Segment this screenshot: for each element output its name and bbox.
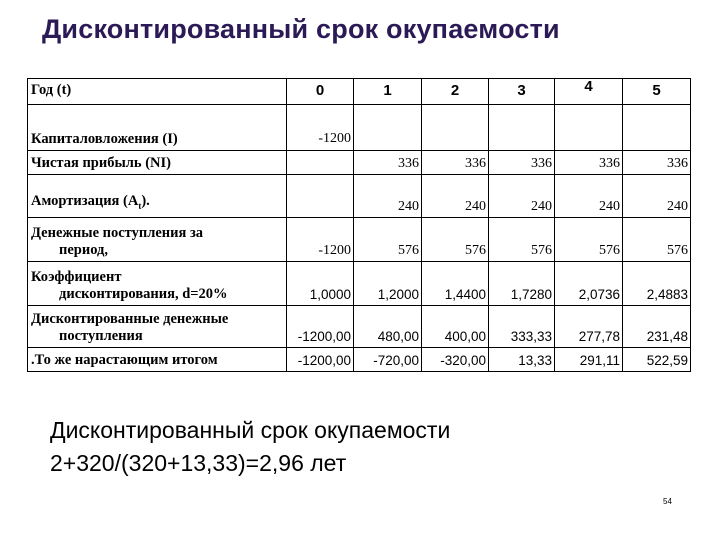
table-cell: -1200 [287, 218, 354, 262]
year-cell: 5 [623, 79, 691, 105]
row-label-end: ). [141, 193, 150, 210]
table-cell: 277,78 [555, 306, 623, 348]
table-cell: 333,33 [489, 306, 555, 348]
table-cell: 13,33 [489, 348, 555, 372]
year-cell: 3 [489, 79, 555, 105]
table-cell: 336 [489, 151, 555, 175]
table-cell: 240 [489, 175, 555, 218]
table-cell: 336 [555, 151, 623, 175]
row-label: Чистая прибыль (NI) [28, 151, 287, 175]
table-cell [623, 105, 691, 151]
year-cell: 1 [354, 79, 422, 105]
table-cell: 336 [422, 151, 489, 175]
table-cell: -720,00 [354, 348, 422, 372]
table-cell: -320,00 [422, 348, 489, 372]
table-cell: 240 [422, 175, 489, 218]
page-title: Дисконтированный срок окупаемости [42, 14, 560, 44]
row-label [28, 175, 287, 218]
table-cell: -1200,00 [287, 348, 354, 372]
table-row [28, 348, 691, 372]
row-label-main: Амортизация (A [31, 193, 139, 210]
row-label-line1: Коэффициент [31, 269, 122, 285]
row-label: .То же нарастающим итогом [28, 348, 287, 372]
table-cell [422, 105, 489, 151]
table-cell: 1,4400 [422, 262, 489, 306]
table-row [28, 306, 691, 348]
table-cell [555, 105, 623, 151]
table-row [28, 105, 691, 151]
table-cell: 2,4883 [623, 262, 691, 306]
table-cell: 336 [354, 151, 422, 175]
table-cell: 576 [555, 218, 623, 262]
table-cell: 240 [354, 175, 422, 218]
table-cell: 480,00 [354, 306, 422, 348]
row-label-line2: поступления [59, 328, 143, 344]
table-cell [489, 105, 555, 151]
year-cell: 0 [287, 79, 354, 105]
table-row [28, 151, 691, 175]
formula-heading: Дисконтированный срок окупаемости [50, 417, 451, 443]
row-label-line1: Денежные поступления за [31, 225, 204, 241]
formula-expression: 2+320/(320+13,33)=2,96 лет [50, 450, 347, 476]
table-cell: 576 [489, 218, 555, 262]
table-row [28, 262, 691, 306]
table-cell: 576 [623, 218, 691, 262]
table-cell: 522,59 [623, 348, 691, 372]
table-cell: -1200,00 [287, 306, 354, 348]
table-cell: 576 [422, 218, 489, 262]
table-cell: -1200 [287, 105, 354, 151]
table-cell: 240 [623, 175, 691, 218]
table-cell: 240 [555, 175, 623, 218]
row-label-subscript: t [138, 201, 142, 211]
table-cell: 2,0736 [555, 262, 623, 306]
table-cell: 1,7280 [489, 262, 555, 306]
row-label: Капиталовложения (I) [28, 105, 287, 151]
page-number: 54 [663, 497, 672, 506]
table-cell: 336 [623, 151, 691, 175]
header-row [28, 79, 691, 105]
table-cell: 231,48 [623, 306, 691, 348]
row-label-line2: дисконтирования, d=20% [59, 286, 228, 302]
table-row [28, 175, 691, 218]
row-label-line1: Дисконтированные денежные [31, 311, 229, 327]
payback-table [27, 78, 691, 372]
table-cell: 291,11 [555, 348, 623, 372]
row-label-line2: период, [59, 242, 109, 258]
table-cell [287, 151, 354, 175]
table-cell [354, 105, 422, 151]
table-cell: 576 [354, 218, 422, 262]
header-label: Год (t) [28, 79, 287, 105]
table-cell [287, 175, 354, 218]
row-label [28, 306, 287, 348]
row-label [28, 218, 287, 262]
year-cell: 2 [422, 79, 489, 105]
formula-block [50, 414, 450, 480]
table-row [28, 218, 691, 262]
table-cell: 1,2000 [354, 262, 422, 306]
table-cell: 1,0000 [287, 262, 354, 306]
year-cell: 4 [555, 79, 623, 105]
table-cell: 400,00 [422, 306, 489, 348]
row-label [28, 262, 287, 306]
